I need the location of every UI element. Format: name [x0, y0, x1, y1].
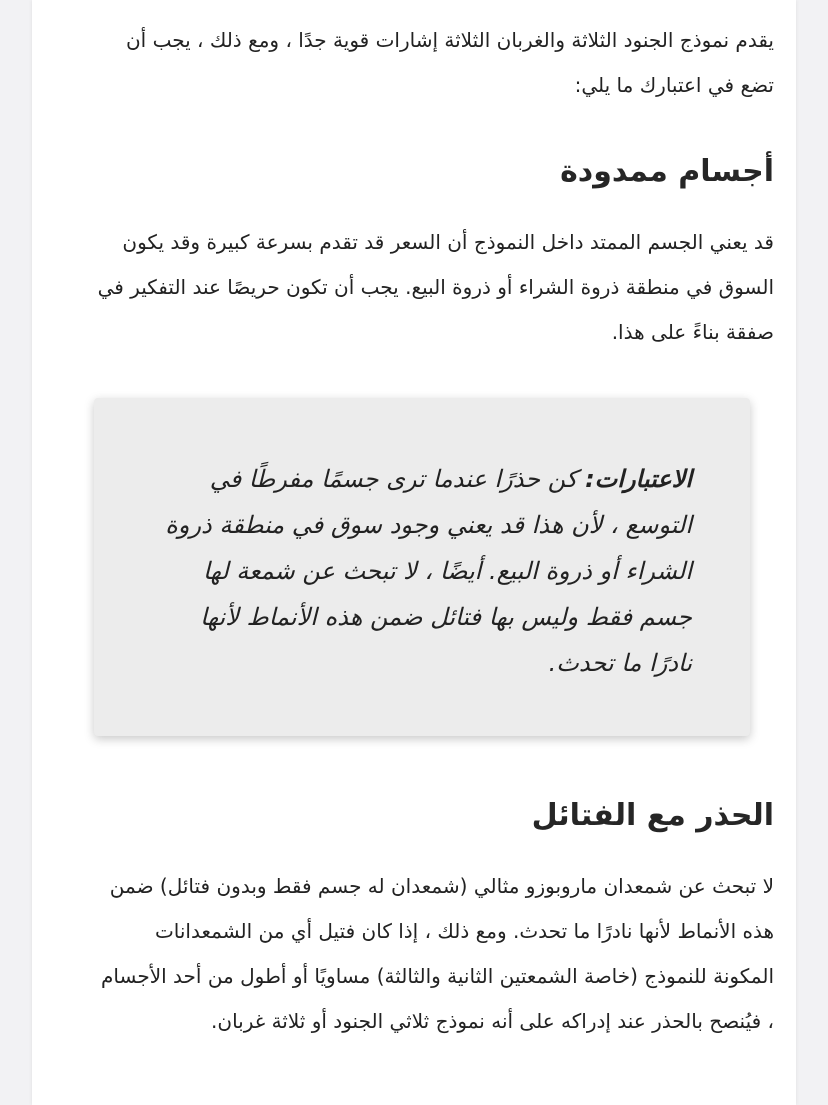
- considerations-callout: [94, 398, 750, 736]
- callout-body: كن حذرًا عندما ترى جسمًا مفرطًا في التوسع ، لأن هذا قد يعني وجود سوق في منطقة ذروة الشراء أو ذروة البيع. أيضًا ، لا تبحث عن شمعة لها جسم فقط وليس بها فتائل ضمن هذه الأنماط لأنها نادرًا ما تحدث.: [165, 465, 692, 677]
- heading-elongated-bodies: أجسام ممدودة: [560, 154, 774, 189]
- elongated-bodies-paragraph: قد يعني الجسم الممتد داخل النموذج أن السعر قد تقدم بسرعة كبيرة وقد يكون السوق في منطقة ذروة الشراء أو ذروة البيع. يجب أن تكون حريصًا عند التفكير في صفقة بناءً على هذا.: [97, 230, 774, 344]
- heading-caution-wicks: الحذر مع الفتائل: [531, 798, 774, 833]
- callout-text: [152, 456, 692, 686]
- intro-paragraph: يقدم نموذج الجنود الثلاثة والغربان الثلاثة إشارات قوية جدًا ، ومع ذلك ، يجب أن تضع في اعتبارك ما يلي:: [125, 28, 774, 97]
- caution-wicks-paragraph: لا تبحث عن شمعدان ماروبوزو مثالي (شمعدان له جسم فقط وبدون فتائل) ضمن هذه الأنماط لأنها نادرًا ما تحدث. ومع ذلك ، إذا كان فتيل أي من الشمعدانات المكونة للنموذج (خاصة الشمعتين الثانية والثالثة) مساويًا أو أطول من أحد الأجسام ، فيُنصح بالحذر عند إدراكه على أنه نموذج ثلاثي الجنود أو ثلاثة غربان.: [101, 874, 774, 1033]
- callout-label: الاعتبارات:: [585, 465, 692, 493]
- article-page: [32, 0, 796, 1105]
